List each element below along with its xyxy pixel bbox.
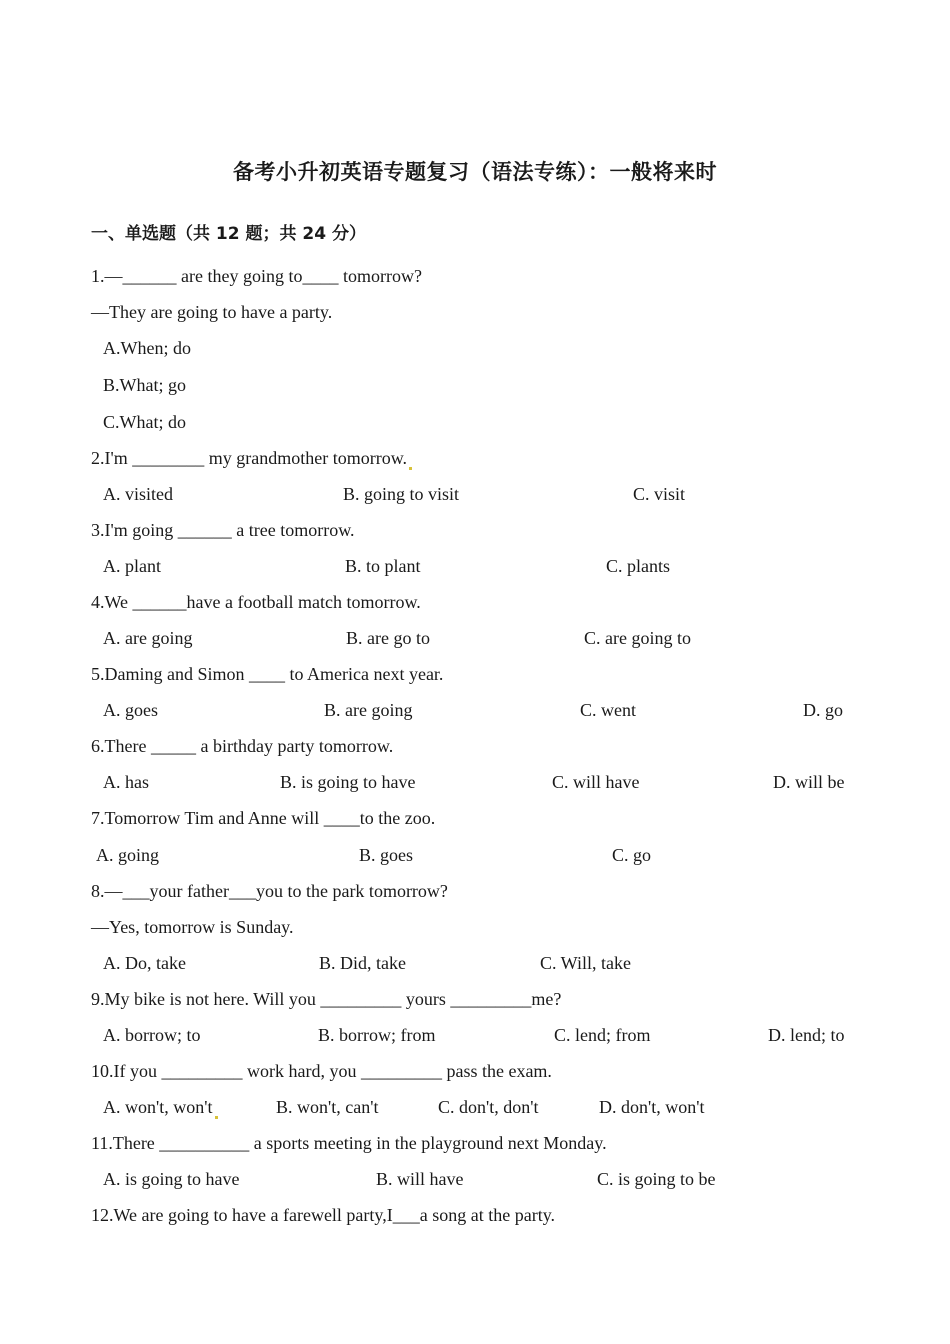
- question-12-stem: 12.We are going to have a farewell party,I___a song at the party.: [91, 1205, 556, 1225]
- question-7-stem: 7.Tomorrow Tim and Anne will ____to the zoo.: [91, 808, 436, 828]
- question-8-reply: —Yes, tomorrow is Sunday.: [91, 917, 294, 937]
- question-6-option-c: C. will have: [552, 772, 640, 792]
- question-9-option-b: B. borrow; from: [318, 1025, 436, 1045]
- question-8-option-a: A. Do, take: [103, 953, 186, 973]
- question-4-stem: 4.We ______have a football match tomorrow.: [91, 592, 421, 612]
- question-2-row: [91, 446, 412, 470]
- question-3-option-a: A. plant: [103, 556, 161, 576]
- question-2-stem: 2.I'm ________ my grandmother tomorrow.: [91, 448, 408, 468]
- artifact-dot: [215, 1116, 218, 1119]
- question-9-stem: 9.My bike is not here. Will you _________ yours _________me?: [91, 989, 562, 1009]
- question-6-option-a: A. has: [103, 772, 149, 792]
- question-2-option-a: A. visited: [103, 484, 173, 504]
- question-1-option-b: B.What; go: [103, 375, 186, 395]
- question-9-option-c: C. lend; from: [554, 1025, 651, 1045]
- question-11-option-b: B. will have: [376, 1169, 464, 1189]
- question-7-option-b: B. goes: [359, 845, 413, 865]
- question-5-option-c: C. went: [580, 700, 636, 720]
- question-2-option-c: C. visit: [633, 484, 686, 504]
- question-3-option-c: C. plants: [606, 556, 671, 576]
- question-1-option-a: A.When; do: [103, 338, 191, 358]
- question-8-option-b: B. Did, take: [319, 953, 406, 973]
- question-6-option-d: D. will be: [773, 772, 845, 792]
- question-6-stem: 6.There _____ a birthday party tomorrow.: [91, 736, 394, 756]
- question-10-stem: 10.If you _________ work hard, you _________ pass the exam.: [91, 1061, 552, 1081]
- question-10-option-c: C. don't, don't: [438, 1097, 539, 1117]
- question-1-option-c: C.What; do: [103, 412, 186, 432]
- question-11-option-c: C. is going to be: [597, 1169, 716, 1189]
- question-3-option-b: B. to plant: [345, 556, 421, 576]
- question-7-option-c: C. go: [612, 845, 652, 865]
- question-11-option-a: A. is going to have: [103, 1169, 240, 1189]
- section-heading: 一、单选题（共 12 题；共 24 分）: [91, 224, 366, 244]
- question-7-option-a: A. going: [96, 845, 159, 865]
- question-6-option-b: B. is going to have: [280, 772, 416, 792]
- question-4-option-b: B. are go to: [346, 628, 430, 648]
- question-4-option-a: A. are going: [103, 628, 193, 648]
- question-11-stem: 11.There __________ a sports meeting in the playground next Monday.: [91, 1133, 607, 1153]
- question-5-stem: 5.Daming and Simon ____ to America next year.: [91, 664, 444, 684]
- question-3-stem: 3.I'm going ______ a tree tomorrow.: [91, 520, 355, 540]
- page-title: 备考小升初英语专题复习（语法专练）：一般将来时: [233, 160, 717, 184]
- question-10-option-a-row: [103, 1095, 218, 1119]
- question-5-option-b: B. are going: [324, 700, 413, 720]
- question-9-option-d: D. lend; to: [768, 1025, 845, 1045]
- question-4-option-c: C. are going to: [584, 628, 691, 648]
- question-2-option-b: B. going to visit: [343, 484, 460, 504]
- question-1-reply: —They are going to have a party.: [91, 302, 333, 322]
- question-10-option-a: A. won't, won't: [103, 1097, 213, 1117]
- question-10-option-b: B. won't, can't: [276, 1097, 379, 1117]
- question-8-stem: 8.—___your father___you to the park tomorrow?: [91, 881, 448, 901]
- question-1-stem: 1.—______ are they going to____ tomorrow?: [91, 266, 422, 286]
- question-5-option-a: A. goes: [103, 700, 158, 720]
- question-8-option-c: C. Will, take: [540, 953, 631, 973]
- question-10-option-d: D. don't, won't: [599, 1097, 705, 1117]
- question-5-option-d: D. go: [803, 700, 843, 720]
- question-9-option-a: A. borrow; to: [103, 1025, 201, 1045]
- artifact-dot: [409, 467, 412, 470]
